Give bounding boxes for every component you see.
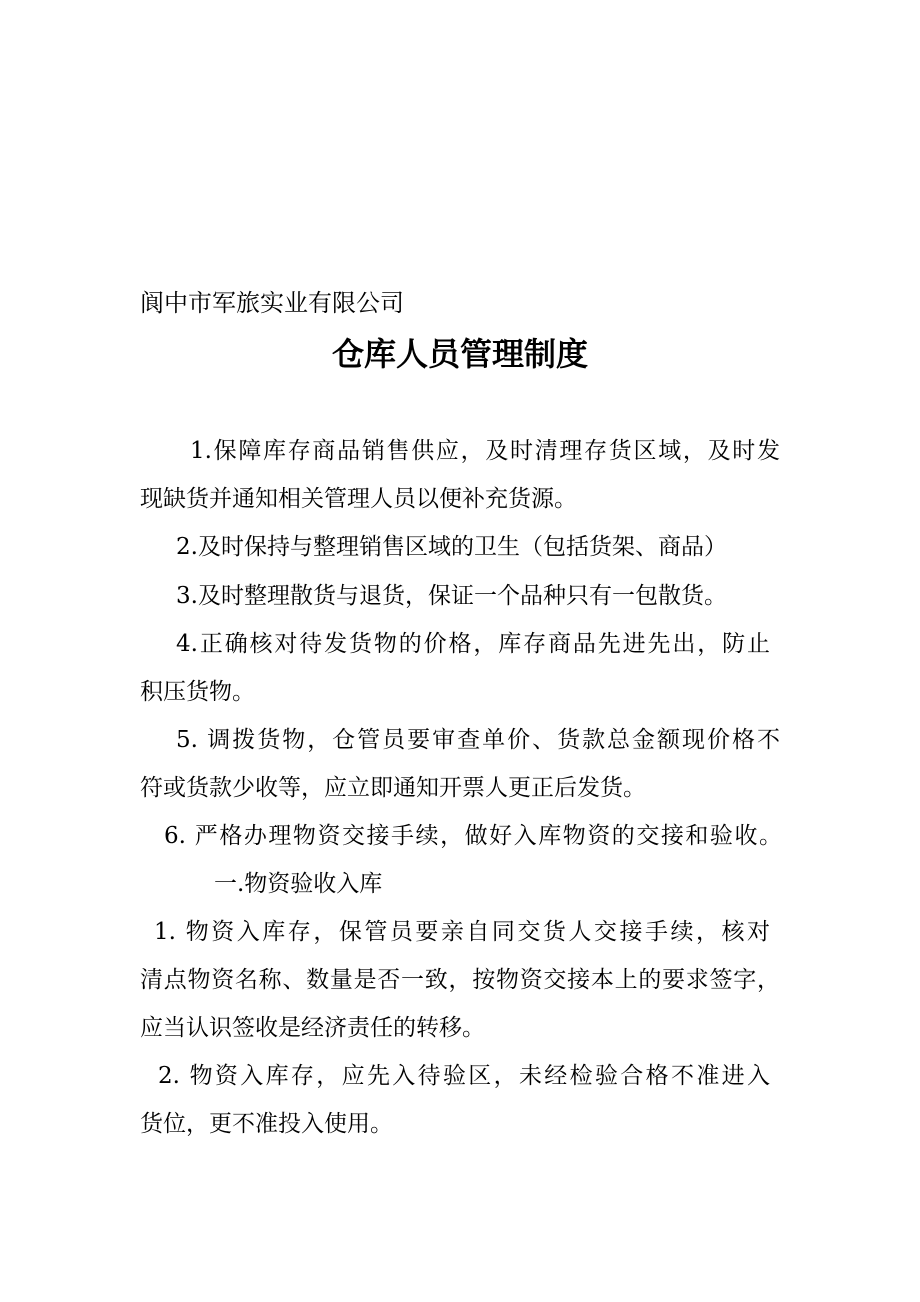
paragraph-line: 3.及时整理散货与退货，保证一个品种只有一包散货。 — [176, 583, 727, 609]
paragraph-line: 积压货物。 — [140, 679, 255, 705]
company-name: 阆中市军旅实业有限公司 — [140, 289, 404, 317]
paragraph-line: 5. 调拨货物，仓管员要审查单价、货款总金额现价格不 — [176, 727, 780, 753]
paragraph-line: 符或货款少收等，应立即通知开票人更正后发货。 — [140, 775, 646, 801]
paragraph-line: 1. 物资入库存，保管员要亲自同交货人交接手续，核对 — [154, 919, 770, 945]
paragraph-line: 1.保障库存商品销售供应，及时清理存货区域，及时发 — [190, 438, 780, 464]
document-title: 仓库人员管理制度 — [331, 335, 588, 373]
section-heading: 一.物资验收入库 — [214, 871, 383, 897]
paragraph-line: 货位，更不准投入使用。 — [140, 1111, 393, 1137]
paragraph-line: 2. 物资入库存，应先入待验区，未经检验合格不准进入 — [158, 1063, 770, 1089]
paragraph-line: 2.及时保持与整理销售区域的卫生（包括货架、商品） — [176, 534, 727, 560]
paragraph-line: 6. 严格办理物资交接手续，做好入库物资的交接和验收。 — [164, 823, 782, 849]
paragraph-line: 现缺货并通知相关管理人员以便补充货源。 — [140, 486, 577, 512]
paragraph-line: 4.正确核对待发货物的价格，库存商品先进先出，防止 — [176, 631, 770, 657]
paragraph-line: 应当认识签收是经济责任的转移。 — [140, 1015, 485, 1041]
paragraph-line: 清点物资名称、数量是否一致，按物资交接本上的要求签字， — [140, 967, 780, 993]
